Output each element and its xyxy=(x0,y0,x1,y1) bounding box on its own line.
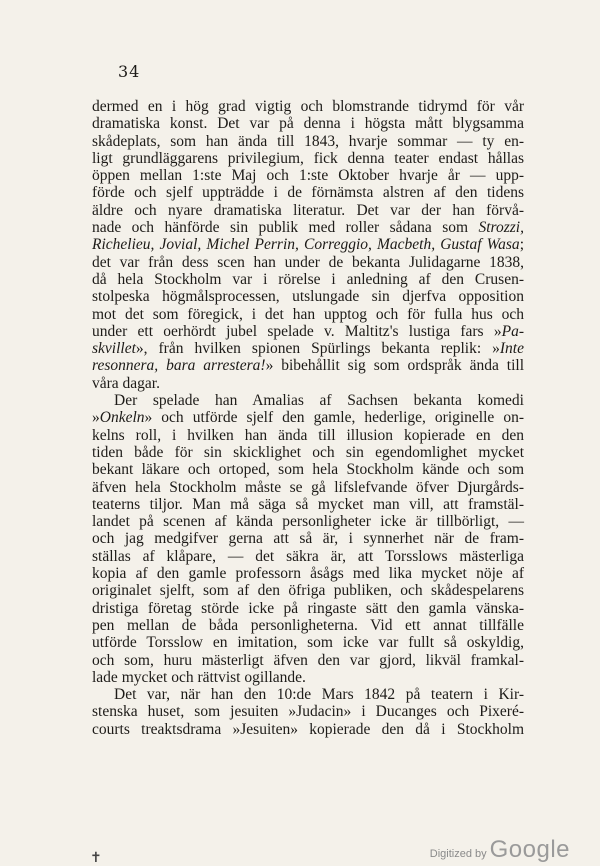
text-line: utförde Torsslow en imitation, som icke var fullt så oskyldig, xyxy=(92,634,524,652)
text-line: tiden både för sin skicklighet och sin egendomlighet mycket xyxy=(92,443,524,461)
text-line: stolpeska högmålsprocessen, utslungade sin djerfva opposition xyxy=(92,288,524,306)
text-line: kopia af den gamle professorn åsågs med lika mycket nöje af xyxy=(92,565,524,583)
text-line: förde och sjelf uppträdde i de förnämsta alstren af den tidens xyxy=(92,184,524,202)
text-line: då hela Stockholm var i rörelse i anledning af den Crusen- xyxy=(92,270,524,288)
text-line: mot det som föregick, i det han upptog och för fulla hus och xyxy=(92,305,524,323)
text-line: skvillet», från hvilken spionen Spürlings bekanta replik: »Inte xyxy=(92,340,524,358)
text-line: originalet sjelft, som af den öfriga publiken, och skådespelarens xyxy=(92,582,524,600)
text-line: »Onkeln» och utförde sjelf den gamle, hederlige, originelle on- xyxy=(92,409,524,427)
text-line: och jag medgifver gerna att så är, i synnerhet när de fram- xyxy=(92,530,524,548)
digitized-prefix: Digitized by xyxy=(429,848,487,860)
text-line: dramatiska konst. Det var på denna i högsta mått blygsamma xyxy=(92,115,524,133)
text-line: ställas af klåpare, — det säkra är, att Torsslows mästerliga xyxy=(92,547,524,565)
digitized-watermark xyxy=(430,836,570,864)
text-line: lade mycket och rättvist ogillande. xyxy=(92,668,306,686)
text-line: bekant läkare och ortoped, som hela Stockholm kände och som xyxy=(92,461,524,479)
text-line: Richelieu, Jovial, Michel Perrin, Correggio, Macbeth, Gustaf Wasa; xyxy=(92,236,524,254)
text-line: dristiga företag störde icke på ringaste sätt den gamla vänska- xyxy=(92,599,524,617)
text-line: courts treaktsdrama »Jesuiten» kopierade den då i Stockholm xyxy=(92,720,524,738)
text-line: landet på scenen af kända personligheter icke är tillbörligt, — xyxy=(92,513,524,531)
text-line: nade och hänförde sin publik med roller sådana som Strozzi, xyxy=(92,219,524,237)
text-line: och som, huru mästerligt äfven den var gjord, likväl framkal- xyxy=(92,651,524,669)
text-line: pen mellan de båda personligheterna. Vid ett annat tillfälle xyxy=(92,616,524,634)
text-line: teaterns tiljor. Man må säga så mycket man vill, att framstäl- xyxy=(92,495,524,513)
text-line: öppen mellan 1:ste Maj och 1:ste Oktober hvarje år — upp- xyxy=(92,167,524,185)
text-line: ligt grundläggarens privilegium, fick denna teater endast hållas xyxy=(92,149,524,167)
text-line: äfven hela Stockholm måste se gå lifslefvande öfver Djurgårds- xyxy=(92,478,524,496)
text-line: kelns roll, i hvilken han ända till illusion kopierade en den xyxy=(92,426,524,444)
text-line: under ett oerhördt jubel spelade v. Maltitz's lustiga fars »Pa- xyxy=(92,322,524,340)
body-text xyxy=(92,98,524,738)
text-line: Der spelade han Amalias af Sachsen bekanta komedi xyxy=(114,392,524,410)
footer-mark: ✝ xyxy=(90,850,102,866)
text-line: Det var, när han den 10:de Mars 1842 på teatern i Kir- xyxy=(114,686,524,704)
text-line: dermed en i hög grad vigtig och blomstrande tidrymd för vår xyxy=(92,98,524,115)
text-line: stenska huset, som jesuiten »Judacin» i Ducanges och Pixeré- xyxy=(92,703,524,721)
text-line: våra dagar. xyxy=(92,374,160,392)
page-number: 34 xyxy=(118,62,141,81)
text-line: resonnera, bara arrestera!» bibehållit sig som ordspråk ända till xyxy=(92,357,524,375)
text-line: äldre och nyare dramatiska literatur. Det var der han förvå- xyxy=(92,201,524,219)
text-line: det var från dess scen han under de bekanta Julidagarne 1838, xyxy=(92,253,524,271)
google-logo: Google xyxy=(489,836,570,863)
text-line: skådeplats, som han ända till 1843, hvarje sommar — ty en- xyxy=(92,132,524,150)
